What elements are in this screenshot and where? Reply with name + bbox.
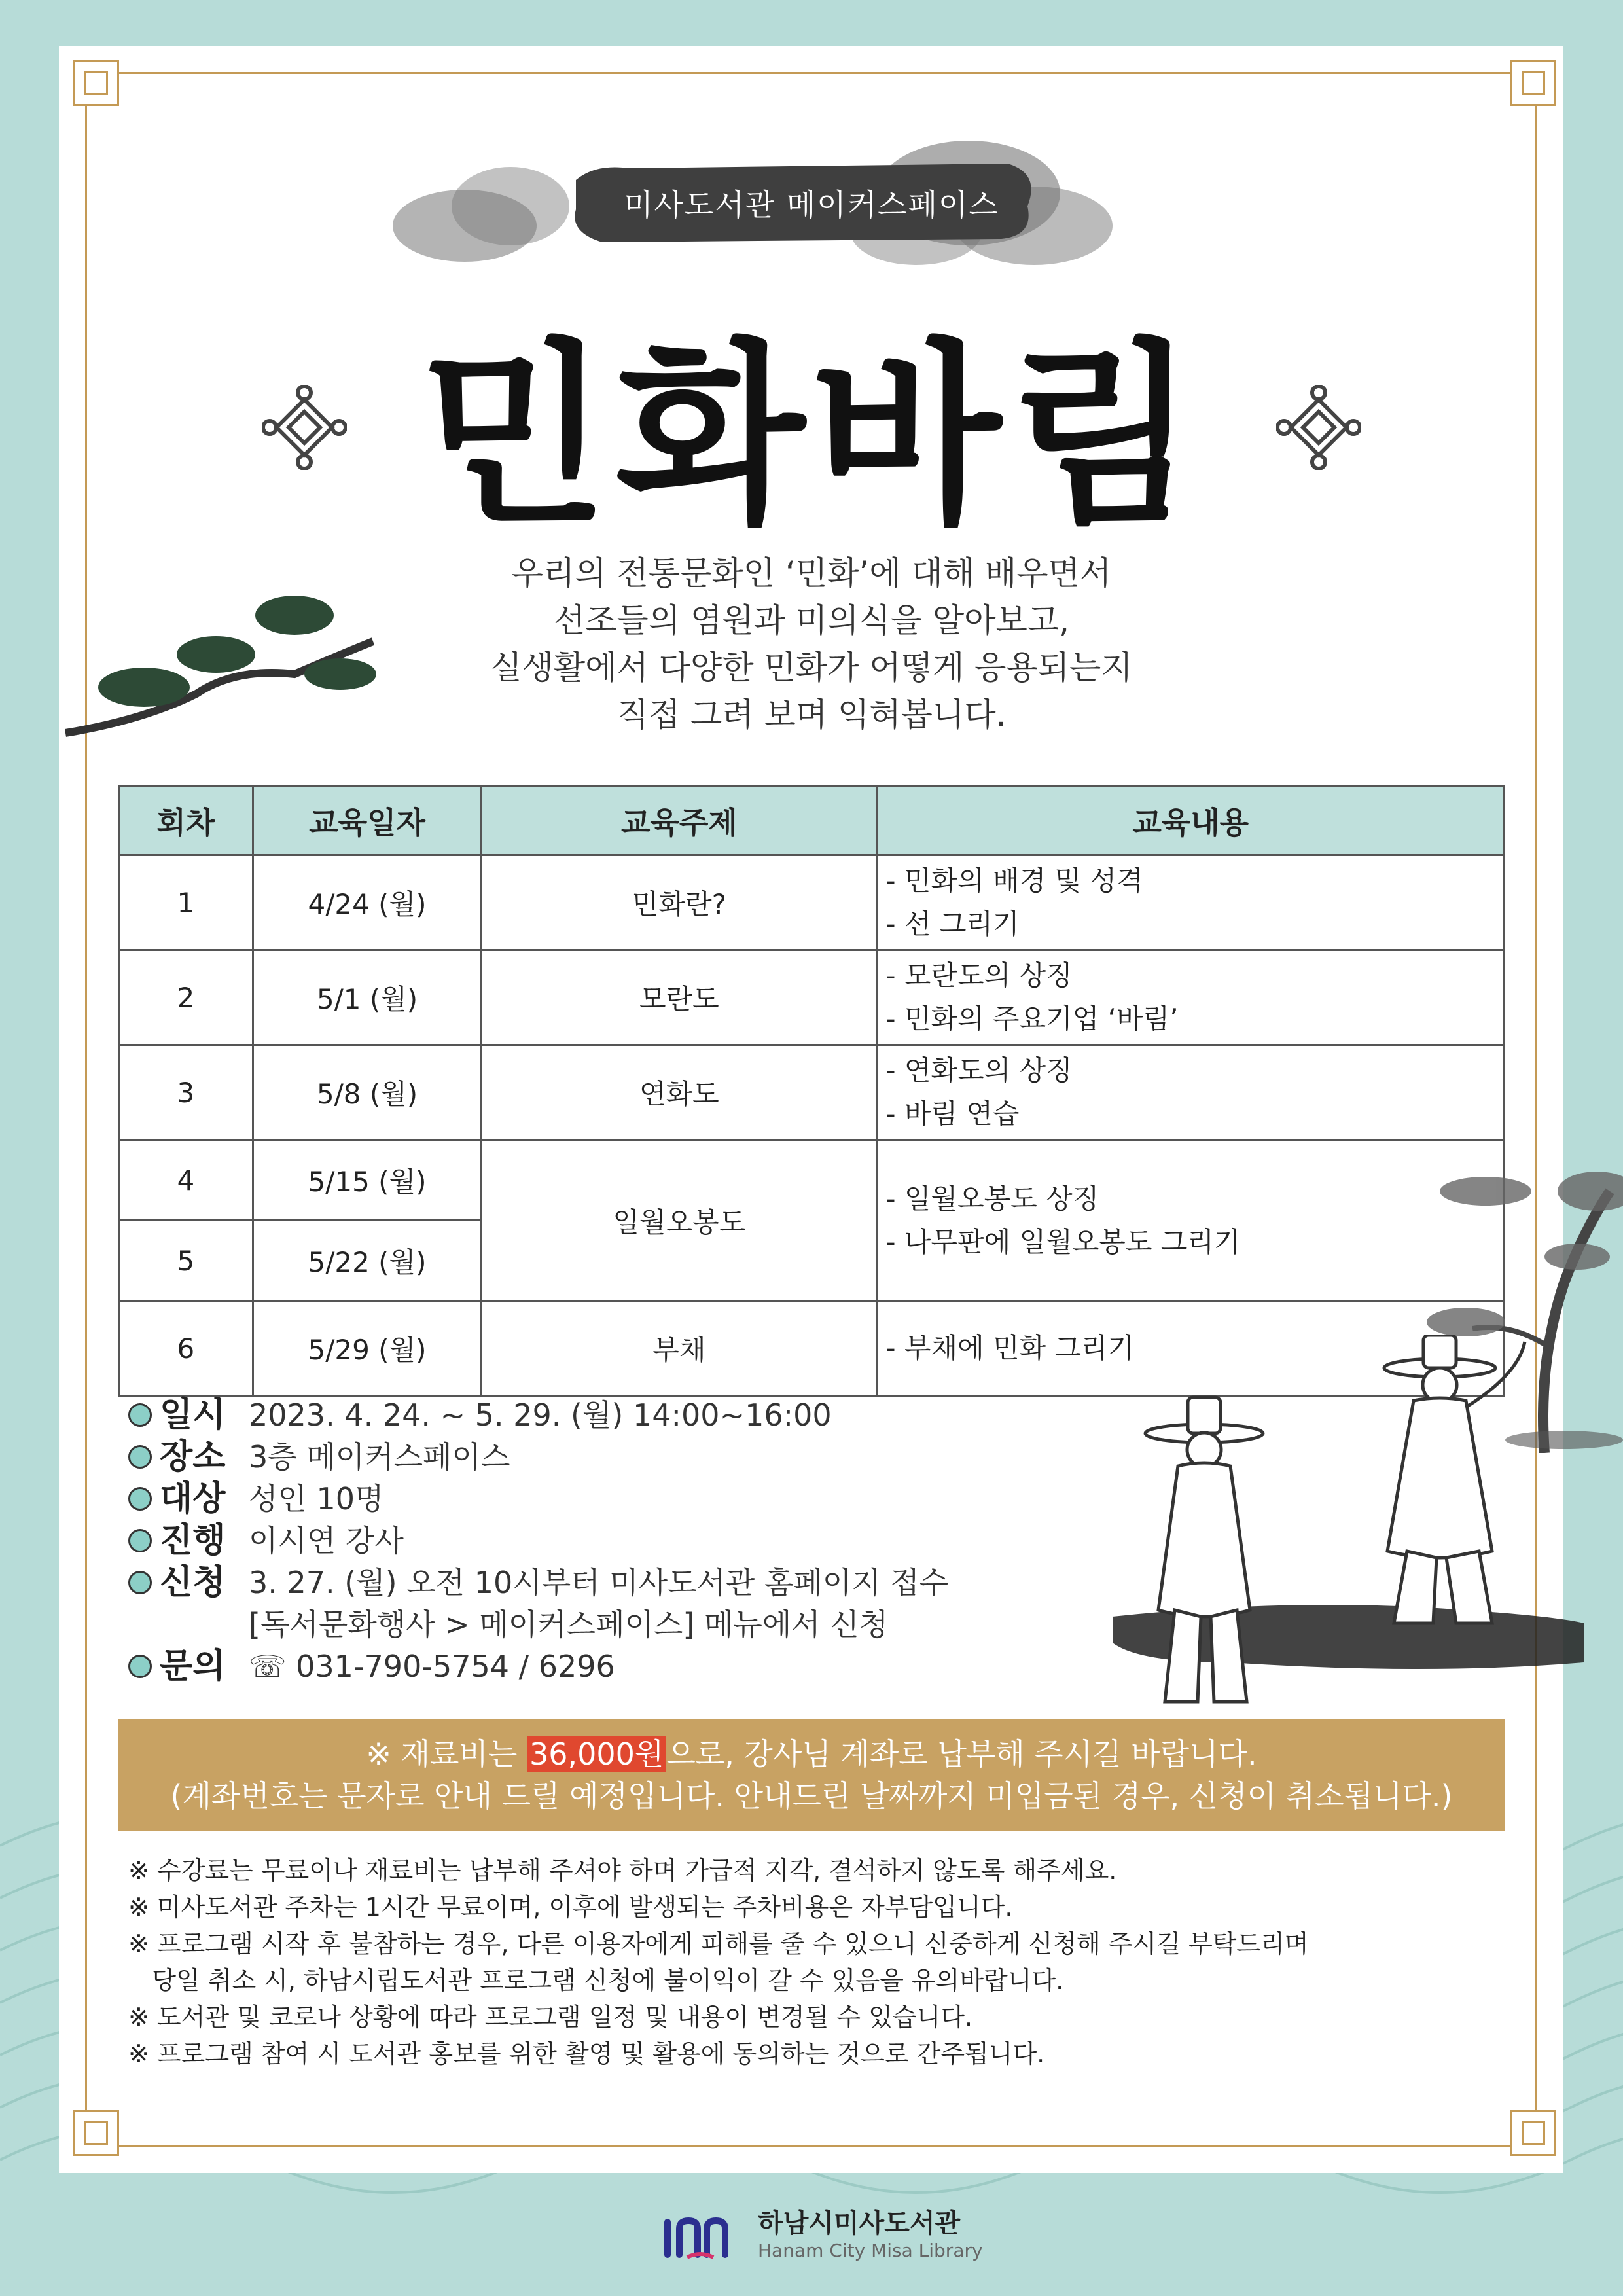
info-label: 진행 xyxy=(160,1521,226,1560)
info-value: 성인 10명 xyxy=(249,1481,384,1516)
bullet-icon xyxy=(128,1571,152,1594)
bullet-icon xyxy=(128,1487,152,1511)
table-row xyxy=(119,950,1505,1045)
table-row xyxy=(119,855,1505,950)
info-label: 문의 xyxy=(160,1647,226,1686)
info-label: 장소 xyxy=(160,1437,226,1477)
session-content xyxy=(877,855,1505,950)
frame-corner xyxy=(73,2110,119,2156)
info-value: 3층 메이커스페이스 xyxy=(249,1439,510,1475)
bullet-icon xyxy=(128,1445,152,1469)
content-line: - 부채에 민화 그리기 xyxy=(885,1332,1135,1364)
session-date: 5/8 (월) xyxy=(253,1045,482,1140)
content-line: - 선 그리기 xyxy=(885,908,1020,940)
fee-amount: 36,000원 xyxy=(527,1736,666,1772)
session-topic: 일월오봉도 xyxy=(482,1140,877,1301)
info-label: 신청 xyxy=(160,1563,226,1602)
info-date xyxy=(128,1394,948,1436)
note-item: 당일 취소 시, 하남시립도서관 프로그램 신청에 불이익이 갈 수 있음을 유의바랍니다. xyxy=(128,1966,1064,1995)
info-place xyxy=(128,1436,948,1478)
session-number: 1 xyxy=(119,855,253,950)
session-date: 4/24 (월) xyxy=(253,855,482,950)
program-badge: 미사도서관 메이커스페이스 xyxy=(624,187,999,223)
schedule-table xyxy=(118,785,1505,1397)
intro-text xyxy=(366,550,1257,738)
session-topic: 부채 xyxy=(482,1301,877,1396)
library-logo-icon xyxy=(661,2209,740,2261)
content-line: - 나무판에 일월오봉도 그리기 xyxy=(885,1225,1241,1258)
column-header: 회차 xyxy=(119,787,253,855)
note-item: ※ 수강료는 무료이나 재료비는 납부해 주셔야 하며 가급적 지각, 결석하지 않도록 해주세요. xyxy=(128,1856,1117,1885)
column-header: 교육일자 xyxy=(253,787,482,855)
intro-line: 우리의 전통문화인 ‘민화’에 대해 배우면서 xyxy=(511,554,1112,592)
session-number: 2 xyxy=(119,950,253,1045)
column-header: 교육주제 xyxy=(482,787,877,855)
info-label: 일시 xyxy=(160,1395,226,1435)
fee-notice-prefix: ※ 재료비는 xyxy=(366,1736,527,1772)
session-date: 5/1 (월) xyxy=(253,950,482,1045)
info-value: ☏ 031-790-5754 / 6296 xyxy=(249,1649,615,1684)
library-footer xyxy=(661,2199,1119,2271)
session-number: 3 xyxy=(119,1045,253,1140)
intro-line: 선조들의 염원과 미의식을 알아보고, xyxy=(553,601,1070,639)
intro-line: 직접 그려 보며 익혀봅니다. xyxy=(616,696,1007,734)
table-header-row xyxy=(119,787,1505,855)
session-number: 4 xyxy=(119,1140,253,1221)
note-item: ※ 도서관 및 코로나 상황에 따라 프로그램 일정 및 내용이 변경될 수 있습니다. xyxy=(128,2003,973,2032)
info-value: 2023. 4. 24. ~ 5. 29. (월) 14:00~16:00 xyxy=(249,1397,832,1433)
note-item: ※ 프로그램 참여 시 도서관 홍보를 위한 촬영 및 활용에 동의하는 것으로 간주됩니다. xyxy=(128,2039,1045,2068)
content-line: - 일월오봉도 상징 xyxy=(885,1182,1099,1215)
table-row xyxy=(119,1140,1505,1221)
content-line: - 모란도의 상징 xyxy=(885,960,1073,992)
intro-line: 실생활에서 다양한 민화가 어떻게 응용되는지 xyxy=(490,649,1133,687)
info-contact xyxy=(128,1645,948,1687)
frame-corner xyxy=(73,60,119,106)
fee-notice-suffix: 으로, 강사님 계좌로 납부해 주시길 바랍니다. xyxy=(666,1736,1257,1772)
session-date: 5/22 (월) xyxy=(253,1221,482,1301)
info-target xyxy=(128,1478,948,1520)
frame-corner xyxy=(1510,2110,1556,2156)
notes-list xyxy=(128,1852,1309,2072)
info-apply-detail: [독서문화행사 > 메이커스페이스] 메뉴에서 신청 xyxy=(249,1607,889,1642)
page-title: 민화바림 xyxy=(419,319,1204,550)
info-value: 3. 27. (월) 오전 10시부터 미사도서관 홈페이지 접수 xyxy=(249,1565,949,1600)
note-item: ※ 프로그램 시작 후 불참하는 경우, 다른 이용자에게 피해를 줄 수 있으니 신중하게 신청해 주시길 부탁드리며 xyxy=(128,1929,1309,1958)
session-number: 6 xyxy=(119,1301,253,1396)
info-instructor xyxy=(128,1520,948,1562)
bullet-icon xyxy=(128,1655,152,1678)
session-date: 5/29 (월) xyxy=(253,1301,482,1396)
bullet-icon xyxy=(128,1529,152,1552)
info-value: 이시연 강사 xyxy=(249,1523,404,1558)
session-topic: 모란도 xyxy=(482,950,877,1045)
session-topic: 민화란? xyxy=(482,855,877,950)
content-line: - 민화의 주요기업 ‘바림’ xyxy=(885,1003,1179,1035)
session-content xyxy=(877,950,1505,1045)
knot-ornament-icon xyxy=(262,385,347,470)
pine-branch-illustration xyxy=(65,576,393,759)
session-date: 5/15 (월) xyxy=(253,1140,482,1221)
frame-corner xyxy=(1510,60,1556,106)
info-apply xyxy=(128,1562,948,1604)
scholars-illustration xyxy=(1099,1335,1597,1767)
session-number: 5 xyxy=(119,1221,253,1301)
table-row xyxy=(119,1045,1505,1140)
library-name-en: Hanam City Misa Library xyxy=(758,2240,983,2261)
fee-notice-line xyxy=(118,1733,1505,1775)
library-name: 하남시미사도서관 xyxy=(758,2208,961,2238)
content-line: - 바림 연습 xyxy=(885,1098,1020,1130)
note-item: ※ 미사도서관 주차는 1시간 무료이며, 이후에 발생되는 주차비용은 자부담입니다. xyxy=(128,1893,1013,1922)
fee-notice xyxy=(118,1719,1505,1831)
content-line: - 민화의 배경 및 성격 xyxy=(885,865,1143,897)
info-label: 대상 xyxy=(160,1479,226,1518)
knot-ornament-icon xyxy=(1276,385,1361,470)
session-topic: 연화도 xyxy=(482,1045,877,1140)
bullet-icon xyxy=(128,1403,152,1427)
column-header: 교육내용 xyxy=(877,787,1505,855)
session-content xyxy=(877,1045,1505,1140)
fee-notice-detail: (계좌번호는 문자로 안내 드릴 예정입니다. 안내드린 날짜까지 미입금된 경우, 신청이 취소됩니다.) xyxy=(170,1778,1453,1814)
session-content xyxy=(877,1140,1505,1301)
program-info xyxy=(128,1394,948,1687)
content-line: - 연화도의 상징 xyxy=(885,1054,1073,1086)
